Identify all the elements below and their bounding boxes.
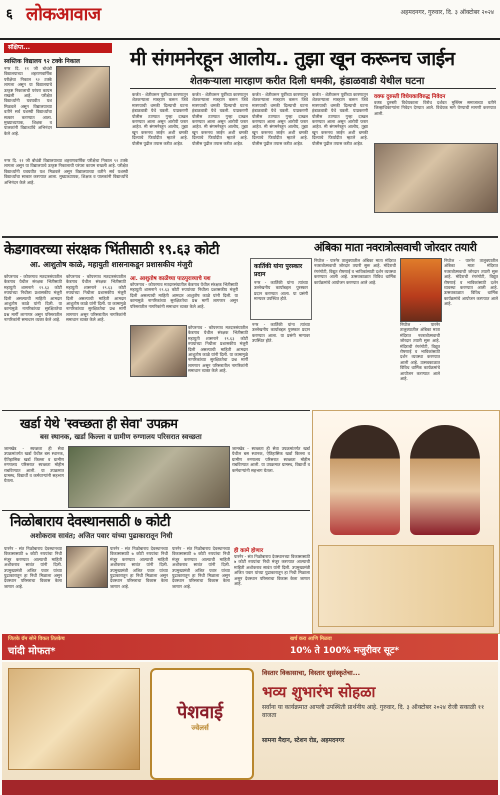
top-story-col-2: कर्जत - शेतीवरून पूर्वीच्या कारणातून शेतकऱ्याला मारहाण करून जिवे मारण्याची धमकी दिल्याची घटना हंडाळवाडी येथे घडली. याप्रकरणी पोलीस ठाण्यात गुन्हा दाखल करण्यात आला असून आरोपी फरार आहेत. मी संगमनेरहून आलोय, तुझा खून करूनच जाईन अशी धमकी दिल्याचे फिर्यादीत म्हटले आहे. पोलीस पुढील तपास करीत आहेत. bbox=[192, 92, 248, 146]
nilobaraya-headline: निळोबाराय देवस्थानसाठी ७ कोटी bbox=[10, 514, 171, 530]
top-headline: मी संगमनेरहून आलोय.. तुझा खून करूनच जाईन bbox=[130, 48, 455, 70]
side-story-headline: वक्फ दुरुस्ती विधेयकाविरुद्ध निवेदन bbox=[374, 94, 446, 100]
divider bbox=[2, 510, 310, 511]
kartiki-headline: कार्तिकी यांना पुरस्कार प्रदान bbox=[254, 263, 303, 278]
sidebar-text-cont: नगर दि. ११ जी बोधंडी विद्यालयाच्या शहराणवार्षिक परीक्षेचा निकाल ९२ टक्के लागला असून या विद्यालयाचे उत्कृष्ट निकालाची परंपरा कायम राखली आहे. परीक्षेत विद्यार्थ्यांनी घवघवीत यश मिळवले असून विद्यालयाच्या वतीने सर्व यशस्वी विद्यार्थ्यांचा सत्कार करण्यात आला. मुख्याध्यापक, शिक्षक व पालकांनी विद्यार्थ्यांचे अभिनंदन केले आहे. bbox=[4, 158, 128, 185]
sidebar-headline: स्वस्तिक विद्यालय ९२ टक्के निकाल bbox=[4, 58, 80, 65]
cleanliness-subhead: बस स्थानक, खर्डा किल्ला व ग्रामीण रुग्णालय परिसरात स्वच्छता bbox=[40, 433, 202, 441]
ad-footer-strip bbox=[2, 780, 498, 795]
kedgaon-col-2: कोपरगाव - कोपरगाव मतदारसंघातील केडगाव येथील संरक्षक भिंतीसाठी महायुती शासनाने १९.६३ कोटी रुपयांच्या निधीला प्रशासकीय मंजुरी दिली असल्याची माहिती आमदार आशुतोष काळे यांनी दिली. या कामामुळे नागरिकांच्या सुरक्षिततेचा प्रश्न मार्गी लागणार असून परिसरातील नागरिकांनी समाधान व्यक्त केले आहे. bbox=[66, 274, 126, 323]
nilobaraya-col-4: पारनेर - संत निळोबाराय देवस्थानच्या विकासासाठी ७ कोटी रुपयांचा निधी मंजूर करण्यात आल्याची माहिती अशोकराव सावंत यांनी दिली. उपमुख्यमंत्री अजित पवार यांच्या पुढाकारातून हा निधी मिळाला असून देवस्थान परिसराचा विकास केला जाणार आहे. bbox=[234, 554, 310, 587]
top-subhead: शेतकऱ्याला मारहाण करीत दिली धमकी, हंडाळवाडी येथील घटना bbox=[190, 76, 425, 87]
grand-opening-text: सर्वांना या कार्यक्रमात आपली उपस्थिती प्रार्थनीय आहे. गुरुवार, दि. ३ ऑक्टोबर २०२४ रोजी सकाळी ११ वाजता bbox=[262, 704, 485, 719]
nilobaraya-box-head: ही कामे होणार bbox=[234, 548, 264, 554]
grand-opening-tagline: विस्तार विकासाचा, विस्तार सुसंस्कृतेचा... bbox=[262, 669, 361, 677]
navratri-col-3: निघोज - पारनेर तालुक्यातील अंबिका माता मंदिरात नवरात्रोत्सवाची जोरदार तयारी सुरू आहे. मंदिराची रंगरंगोटी, विद्युत रोषणाई व भाविकांसाठी दर्शन व्यवस्था करण्यात आली आहे. उत्सवकाळात विविध धार्मिक कार्यक्रमांचे आयोजन करण्यात आले आहे. bbox=[400, 322, 440, 382]
divider bbox=[2, 410, 310, 411]
divider bbox=[130, 88, 496, 89]
nilobaraya-subhead: अशोकराव सावंत; अजित पवार यांच्या पुढाकारातून निधी bbox=[30, 532, 173, 540]
store-logo-sub: ज्वेलर्स bbox=[191, 724, 209, 732]
cleanliness-photo bbox=[68, 446, 230, 508]
kedgaon-subhead: आ. आशुतोष काळे, महायुती शासनाकडून प्रशासकीय मंजुरी bbox=[30, 260, 193, 269]
side-story-text: वक्फ दुरुस्ती विधेयकाला विरोध दर्शवत मुस्लिम समाजाच्या वतीने जिल्हाधिकाऱ्यांना निवेदन देण्यात आले. विधेयक मागे घेण्याची मागणी करण्यात आली. bbox=[374, 100, 496, 116]
nilobaraya-col-2: पारनेर - संत निळोबाराय देवस्थानच्या विकासासाठी ७ कोटी रुपयांचा निधी मंजूर करण्यात आल्याची माहिती अशोकराव सावंत यांनी दिली. उपमुख्यमंत्री अजित पवार यांच्या पुढाकारातून हा निधी मिळाला असून देवस्थान परिसराचा विकास केला जाणार आहे. bbox=[110, 546, 168, 589]
store-logo-name: पेशवाई bbox=[177, 702, 223, 723]
newspaper-brand: लोकआवाज bbox=[26, 4, 101, 25]
kedgaon-headline: केडगावरच्या संरक्षक भिंतीसाठी १९.६३ कोटी bbox=[4, 242, 220, 258]
nilobaraya-photo bbox=[66, 546, 108, 588]
kedgaon-col-4: कोपरगाव - कोपरगाव मतदारसंघातील केडगाव येथील संरक्षक भिंतीसाठी महायुती शासनाने १९.६३ कोटी रुपयांच्या निधीला प्रशासकीय मंजुरी दिली असल्याची माहिती आमदार आशुतोष काळे यांनी दिली. या कामामुळे नागरिकांच्या सुरक्षिततेचा प्रश्न मार्गी लागणार असून परिसरातील नागरिकांनी समाधान व्यक्त केले आहे. bbox=[188, 325, 248, 374]
nilobaraya-col-3: पारनेर - संत निळोबाराय देवस्थानच्या विकासासाठी ७ कोटी रुपयांचा निधी मंजूर करण्यात आल्याची माहिती अशोकराव सावंत यांनी दिली. उपमुख्यमंत्री अजित पवार यांच्या पुढाकारातून हा निधी मिळाला असून देवस्थान परिसराचा विकास केला जाणार आहे. bbox=[172, 546, 230, 589]
top-story-col-4: कर्जत - शेतीवरून पूर्वीच्या कारणातून शेतकऱ्याला मारहाण करून जिवे मारण्याची धमकी दिल्याची घटना हंडाळवाडी येथे घडली. याप्रकरणी पोलीस ठाण्यात गुन्हा दाखल करण्यात आला असून आरोपी फरार आहेत. मी संगमनेरहून आलोय, तुझा खून करूनच जाईन अशी धमकी दिल्याचे फिर्यादीत म्हटले आहे. पोलीस पुढील तपास करीत आहेत. bbox=[312, 92, 368, 146]
navratri-headline: अंबिका माता नवरात्रोत्सवाची जोरदार तयारी bbox=[314, 241, 477, 254]
kedgaon-col-3: कोपरगाव - कोपरगाव मतदारसंघातील केडगाव येथील संरक्षक भिंतीसाठी महायुती शासनाने १९.६३ कोटी रुपयांच्या निधीला प्रशासकीय मंजुरी दिली असल्याची माहिती आमदार आशुतोष काळे यांनी दिली. या कामामुळे नागरिकांच्या सुरक्षिततेचा प्रश्न मार्गी लागणार असून परिसरातील नागरिकांनी समाधान व्यक्त केले आहे. bbox=[130, 282, 238, 309]
model-right-image bbox=[410, 425, 480, 535]
kedgaon-quote: आ. आशुतोष काळेंच्या पाठपुराव्याचे यश bbox=[130, 276, 211, 282]
top-story-col-3: कर्जत - शेतीवरून पूर्वीच्या कारणातून शेतकऱ्याला मारहाण करून जिवे मारण्याची धमकी दिल्याची घटना हंडाळवाडी येथे घडली. याप्रकरणी पोलीस ठाण्यात गुन्हा दाखल करण्यात आला असून आरोपी फरार आहेत. मी संगमनेरहून आलोय, तुझा खून करूनच जाईन अशी धमकी दिल्याचे फिर्यादीत म्हटले आहे. पोलीस पुढील तपास करीत आहेत. bbox=[252, 92, 308, 146]
store-address: सामना मैदान, स्टेशन रोड, अहमदनगर bbox=[262, 737, 345, 744]
kartiki-text: नगर - कार्तिकी यांना त्यांच्या उल्लेखनीय कार्याबद्दल पुरस्कार प्रदान करण्यात आला. या प्रसंगी मान्यवर उपस्थित होते. bbox=[254, 280, 308, 302]
kedgaon-col-1: कोपरगाव - कोपरगाव मतदारसंघातील केडगाव येथील संरक्षक भिंतीसाठी महायुती शासनाने १९.६३ कोटी रुपयांच्या निधीला प्रशासकीय मंजुरी दिली असल्याची माहिती आमदार आशुतोष काळे यांनी दिली. या कामामुळे नागरिकांच्या सुरक्षिततेचा प्रश्न मार्गी लागणार असून परिसरातील नागरिकांनी समाधान व्यक्त केले आहे. bbox=[4, 274, 62, 323]
nilobaraya-col-1: पारनेर - संत निळोबाराय देवस्थानच्या विकासासाठी ७ कोटी रुपयांचा निधी मंजूर करण्यात आल्याची माहिती अशोकराव सावंत यांनी दिली. उपमुख्यमंत्री अजित पवार यांच्या पुढाकारातून हा निधी मिळाला असून देवस्थान परिसराचा विकास केला जाणार आहे. bbox=[4, 546, 62, 589]
dateline: अहमदनगर, गुरुवार, दि. ३ ऑक्टोबर २०२४ bbox=[400, 9, 494, 16]
gold-jewellery-image bbox=[8, 668, 140, 770]
gold-offer-right-big: 10% ते 100% मजुरीवर सूट* bbox=[290, 646, 400, 656]
cleanliness-headline: खर्डा येथे 'स्वच्छता ही सेवा' उपक्रम bbox=[20, 417, 178, 432]
sidebar-photo bbox=[56, 66, 110, 128]
cleanliness-col-1: जामखेड - स्वच्छता ही सेवा उपक्रमांतर्गत खर्डा येथील बस स्थानक, ऐतिहासिक खर्डा किल्ला व ग्रामीण रुग्णालय परिसरात स्वच्छता मोहीम राबविण्यात आली. या उपक्रमात ग्रामस्थ, विद्यार्थी व कर्मचाऱ्यांनी सहभाग घेतला. bbox=[4, 446, 64, 484]
grand-opening-title: भव्य शुभारंभ सोहळा bbox=[262, 683, 376, 701]
sidebar-text: नगर दि. ११ जी बोधंडी विद्यालयाच्या शहराणवार्षिक परीक्षेचा निकाल ९२ टक्के लागला असून या विद्यालयाचे उत्कृष्ट निकालाची परंपरा कायम राखली आहे. परीक्षेत विद्यार्थ्यांनी घवघवीत यश मिळवले असून विद्यालयाच्या वतीने सर्व यशस्वी विद्यार्थ्यांचा सत्कार करण्यात आला. मुख्याध्यापक, शिक्षक व पालकांनी विद्यार्थ्यांचे अभिनंदन केले आहे. bbox=[4, 66, 52, 136]
model-left-image bbox=[330, 425, 400, 535]
kartiki-text-cont: नगर - कार्तिकी यांना त्यांच्या उल्लेखनीय कार्याबद्दल पुरस्कार प्रदान करण्यात आला. या प्रसंगी मान्यवर उपस्थित होते. bbox=[252, 322, 310, 344]
top-story-col-1: कर्जत - शेतीवरून पूर्वीच्या कारणातून शेतकऱ्याला मारहाण करून जिवे मारण्याची धमकी दिल्याची घटना हंडाळवाडी येथे घडली. याप्रकरणी पोलीस ठाण्यात गुन्हा दाखल करण्यात आला असून आरोपी फरार आहेत. मी संगमनेरहून आलोय, तुझा खून करूनच जाईन अशी धमकी दिल्याचे फिर्यादीत म्हटले आहे. पोलीस पुढील तपास करीत आहेत. bbox=[132, 92, 188, 146]
cleanliness-col-2: जामखेड - स्वच्छता ही सेवा उपक्रमांतर्गत खर्डा येथील बस स्थानक, ऐतिहासिक खर्डा किल्ला व ग्रामीण रुग्णालय परिसरात स्वच्छता मोहीम राबविण्यात आली. या उपक्रमात ग्रामस्थ, विद्यार्थी व कर्मचाऱ्यांनी सहभाग घेतला. bbox=[232, 446, 310, 473]
navratri-col-1: निघोज - पारनेर तालुक्यातील अंबिका माता मंदिरात नवरात्रोत्सवाची जोरदार तयारी सुरू आहे. मंदिराची रंगरंगोटी, विद्युत रोषणाई व भाविकांसाठी दर्शन व्यवस्था करण्यात आली आहे. उत्सवकाळात विविध धार्मिक कार्यक्रमांचे आयोजन करण्यात आले आहे. bbox=[314, 258, 396, 285]
goddess-photo bbox=[400, 258, 442, 322]
gold-offer-left-big: चांदी मोफत* bbox=[8, 646, 56, 657]
page-number: ६ bbox=[6, 7, 13, 22]
section-label: संक्षिप्त... bbox=[4, 43, 112, 53]
side-story-photo bbox=[374, 143, 498, 213]
divider bbox=[2, 236, 498, 238]
kedgaon-photo bbox=[130, 325, 187, 377]
gold-offer-right-label: खर्च करा आणि मिळवा bbox=[290, 636, 332, 642]
gold-offer-left-label: जितके ग्रॅम सोने विकत तितकेच bbox=[8, 636, 65, 642]
jewellery-display bbox=[318, 545, 494, 627]
navratri-col-2: निघोज - पारनेर तालुक्यातील अंबिका माता मंदिरात नवरात्रोत्सवाची जोरदार तयारी सुरू आहे. मंदिराची रंगरंगोटी, विद्युत रोषणाई व भाविकांसाठी दर्शन व्यवस्था करण्यात आली आहे. उत्सवकाळात विविध धार्मिक कार्यक्रमांचे आयोजन करण्यात आले आहे. bbox=[444, 258, 498, 307]
